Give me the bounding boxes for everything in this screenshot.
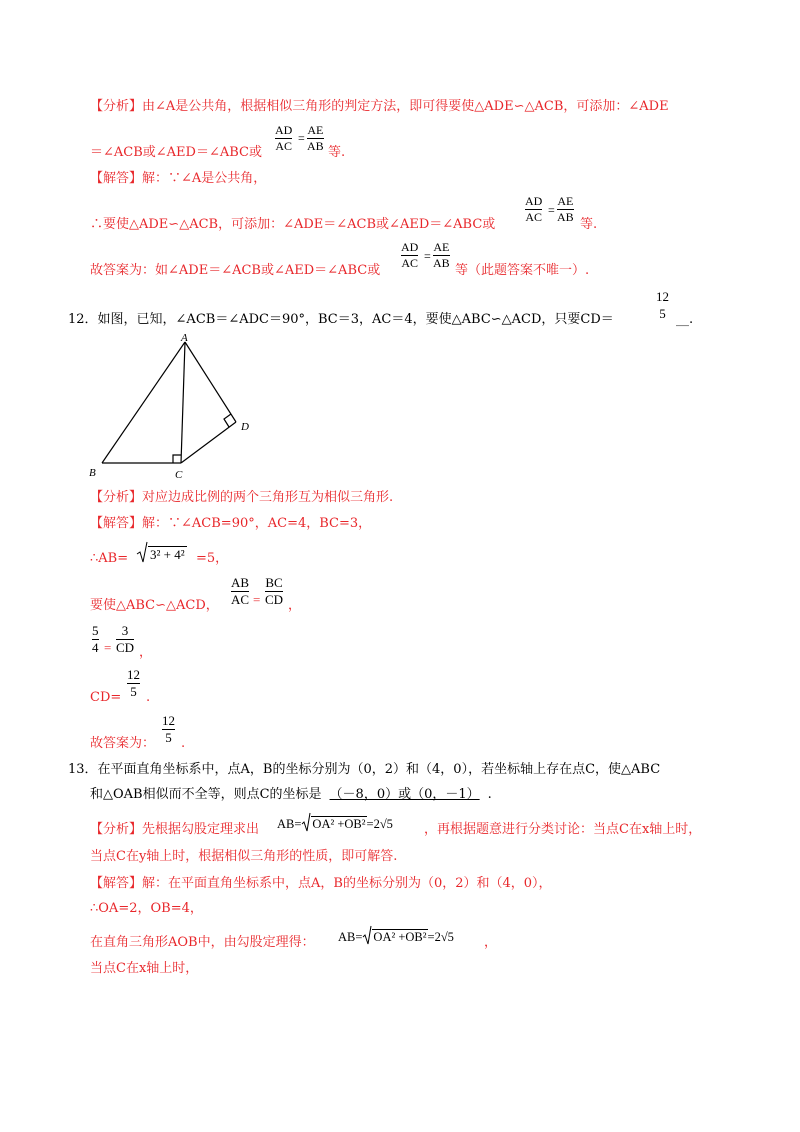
answer-label: 【解答】 bbox=[90, 876, 143, 891]
equals-sign: = bbox=[104, 640, 112, 655]
equals-sign: = bbox=[298, 131, 305, 145]
fraction-ad-ac: AD AC bbox=[525, 194, 543, 224]
fraction-ae-ab: AE AB bbox=[307, 123, 324, 153]
q12-answer-line4-end: ， bbox=[139, 645, 153, 660]
equals-sign: = bbox=[548, 203, 555, 217]
q12-answer-line2: ∴AB= bbox=[90, 551, 129, 566]
fraction-ad-ac: AD AC bbox=[401, 240, 419, 270]
q11-analysis-line2-end: 等. bbox=[328, 145, 346, 160]
label-b: B bbox=[89, 467, 96, 479]
q12-answer-line5-end: . bbox=[146, 690, 151, 705]
q11-answer-line3: 故答案为：如∠ADE＝∠ACB或∠AED＝∠ABC或 bbox=[90, 263, 381, 278]
q12-analysis: 【分析】对应边成比例的两个三角形互为相似三角形. bbox=[90, 490, 394, 505]
q12-answer-line6: 故答案为： bbox=[90, 736, 156, 751]
fraction-12-5: 12 5 bbox=[162, 713, 175, 745]
q12-answer-line6-end: . bbox=[181, 736, 186, 751]
fraction-ae-ab: AE AB bbox=[433, 240, 450, 270]
q11-answer-line2-end: 等. bbox=[580, 217, 598, 232]
fraction-5-4: 5 4 bbox=[92, 623, 99, 655]
q12-stem: 12．如图，已知，∠ACB＝∠ADC＝90°，BC＝3，AC＝4，要使△ABC∽△ACD，只要CD＝ bbox=[68, 312, 614, 327]
q13-analysis-line2: 当点C在y轴上时，根据相似三角形的性质，即可解答. bbox=[90, 849, 398, 864]
fraction-ad-ac: AD AC bbox=[275, 123, 293, 153]
q13-answer-blank: （－8，0）或（0，－1） bbox=[329, 787, 480, 802]
sqrt-expression: AB= OA² +OB²=2√5 bbox=[277, 812, 393, 832]
q12-answer-line5: CD= bbox=[90, 690, 122, 705]
q11-analysis-line2: ＝∠ACB或∠AED＝∠ABC或 bbox=[90, 145, 262, 160]
q11-answer-line1: 【解答】解：∵∠A是公共角， bbox=[90, 171, 267, 186]
fraction-ae-ab: AE AB bbox=[557, 194, 574, 224]
answer-label: 【解答】 bbox=[90, 516, 143, 531]
q12-answer-line2-end: =5， bbox=[196, 551, 229, 566]
fraction-bc-cd: BC CD bbox=[265, 575, 284, 607]
q12-answer-line1: 【解答】解：∵∠ACB=90°，AC=4，BC=3， bbox=[90, 516, 372, 531]
q11-answer-line3-end: 等（此题答案不唯一）. bbox=[455, 263, 590, 278]
label-d: D bbox=[241, 421, 249, 433]
fraction-3-cd: 3 CD bbox=[116, 623, 135, 655]
q13-stem-line2: 和△OAB相似而不全等，则点C的坐标是 （－8，0）或（0，－1） . bbox=[90, 787, 492, 802]
analysis-label: 【分析】 bbox=[90, 99, 143, 114]
q12-answer-line3: 要使△ABC∽△ACD， bbox=[90, 598, 219, 613]
fraction-ab-ac: AB AC bbox=[231, 575, 250, 607]
q13-answer-line4: 当点C在x轴上时， bbox=[90, 961, 199, 976]
sqrt-expression: AB= OA² +OB²=2√5 bbox=[338, 925, 454, 945]
equals-sign: = bbox=[253, 592, 261, 607]
label-c: C bbox=[175, 469, 183, 480]
q12-answer-line3-end: ， bbox=[288, 598, 302, 613]
analysis-label: 【分析】 bbox=[90, 490, 143, 505]
q13-analysis-line1: 【分析】先根据勾股定理求出 bbox=[90, 822, 260, 837]
analysis-label: 【分析】 bbox=[90, 822, 143, 837]
fraction-12-5: 12 5 bbox=[127, 667, 140, 699]
answer-label: 【解答】 bbox=[90, 171, 143, 186]
q12-stem-end: __. bbox=[676, 312, 694, 327]
q13-stem-line1: 13．在平面直角坐标系中，点A，B的坐标分别为（0，2）和（4，0），若坐标轴上存在点C，使△ABC bbox=[68, 762, 661, 777]
q11-analysis-line1: 【分析】由∠A是公共角，根据相似三角形的判定方法，即可得要使△ADE∽△ACB，可添加：∠ADE bbox=[90, 99, 669, 114]
q13-answer-line3-end: ， bbox=[484, 935, 498, 950]
q13-answer-line1: 【解答】解：在平面直角坐标系中，点A，B的坐标分别为（0，2）和（4，0）， bbox=[90, 876, 552, 891]
label-a: A bbox=[181, 332, 188, 344]
q13-analysis-line1-end: ，再根据题意进行分类讨论：当点C在x轴上时， bbox=[424, 822, 702, 837]
triangle-figure bbox=[86, 330, 266, 480]
q11-answer-line2: ∴要使△ADE∽△ACB，可添加：∠ADE＝∠ACB或∠AED＝∠ABC或 bbox=[90, 217, 496, 232]
equals-sign: = bbox=[424, 249, 431, 263]
sqrt-expression: 3² + 4² bbox=[136, 541, 187, 563]
q13-answer-line2: ∴OA=2，OB=4， bbox=[90, 901, 203, 916]
q13-answer-line3: 在直角三角形AOB中，由勾股定理得： bbox=[90, 935, 315, 950]
q12-answer-blank: 12 5 bbox=[656, 289, 669, 321]
